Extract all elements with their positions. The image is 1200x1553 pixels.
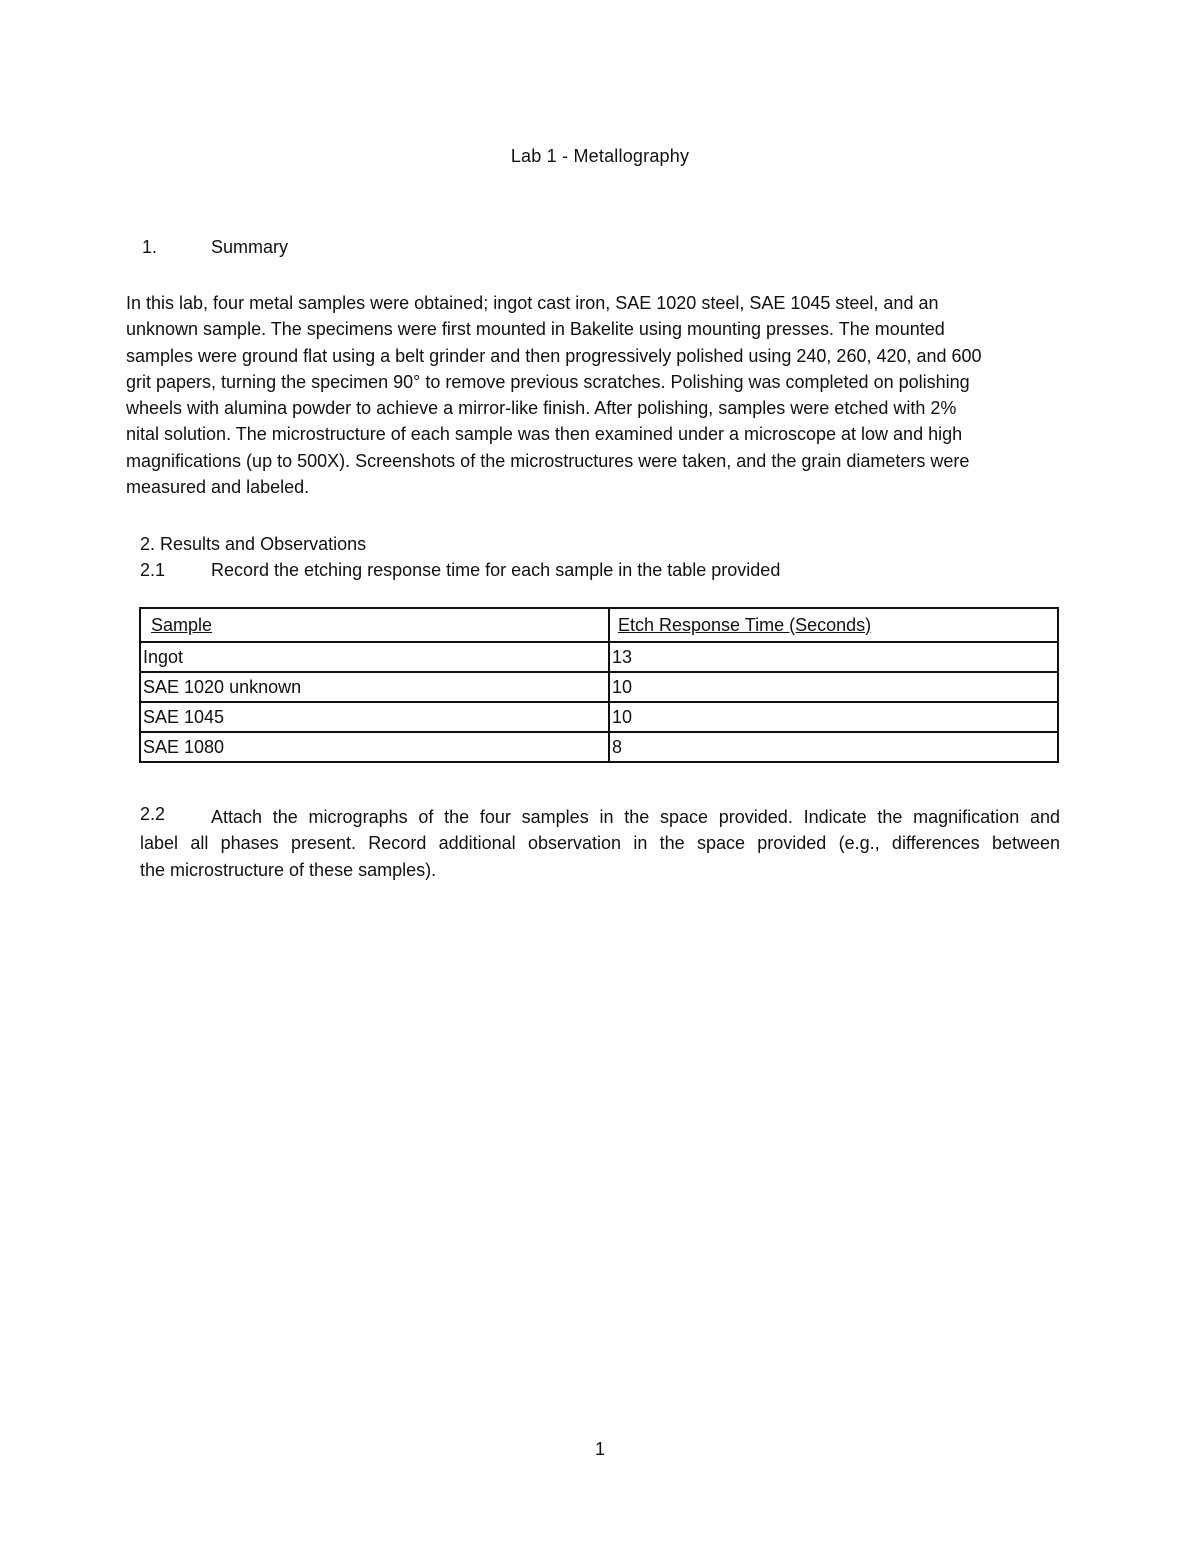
cell-sample: SAE 1045: [140, 702, 609, 732]
summary-line: samples were ground flat using a belt grinder and then progressively polished using 240, 260, 420, and 600: [126, 345, 982, 366]
summary-paragraph: [126, 290, 1066, 500]
summary-line: nital solution. The microstructure of each sample was then examined under a microscope at low and high: [126, 424, 963, 445]
summary-line: measured and labeled.: [126, 477, 310, 498]
table-row: [140, 642, 1058, 672]
etch-response-table: [139, 607, 1059, 763]
cell-sample: SAE 1080: [140, 732, 609, 762]
document-title: Lab 1 - Metallography: [510, 146, 690, 166]
table-row: [140, 732, 1058, 762]
section-1-number: 1.: [142, 237, 158, 257]
section-2-heading: 2. Results and Observations: [140, 534, 367, 554]
header-etch-time: Etch Response Time (Seconds): [609, 608, 1058, 642]
section-2-2-instruction: [140, 804, 1060, 883]
section-2-1-number: 2.1: [140, 560, 166, 580]
table-row: [140, 672, 1058, 702]
summary-line: magnifications (up to 500X). Screenshots of the microstructures were taken, and the grain diameters were: [126, 450, 970, 471]
cell-etch-time: 10: [609, 672, 1058, 702]
summary-line: In this lab, four metal samples were obtained; ingot cast iron, SAE 1020 steel, SAE 1045 steel, and an: [126, 293, 939, 313]
instruction-line: label all phases present. Record additional observation in the space provided (e.g., differences between: [140, 833, 1060, 854]
cell-sample: Ingot: [140, 642, 609, 672]
summary-line: grit papers, turning the specimen 90° to remove previous scratches. Polishing was completed on polishing: [126, 371, 970, 392]
cell-etch-time: 10: [609, 702, 1058, 732]
instruction-line: Attach the micrographs of the four samples in the space provided. Indicate the magnification and: [211, 807, 1060, 827]
table-row: [140, 702, 1058, 732]
section-2-2-number: 2.2: [140, 804, 166, 824]
header-sample: Sample: [140, 608, 609, 642]
section-2-1-instruction: Record the etching response time for each sample in the table provided: [211, 560, 781, 580]
page-number: 1: [594, 1439, 605, 1459]
cell-sample: SAE 1020 unknown: [140, 672, 609, 702]
instruction-line: the microstructure of these samples).: [140, 859, 437, 880]
cell-etch-time: 8: [609, 732, 1058, 762]
table-header-row: [140, 608, 1058, 642]
section-1-heading: Summary: [211, 237, 289, 257]
summary-line: unknown sample. The specimens were first mounted in Bakelite using mounting presses. The mounted: [126, 319, 945, 340]
summary-line: wheels with alumina powder to achieve a mirror-like finish. After polishing, samples were etched with 2%: [126, 398, 957, 419]
cell-etch-time: 13: [609, 642, 1058, 672]
